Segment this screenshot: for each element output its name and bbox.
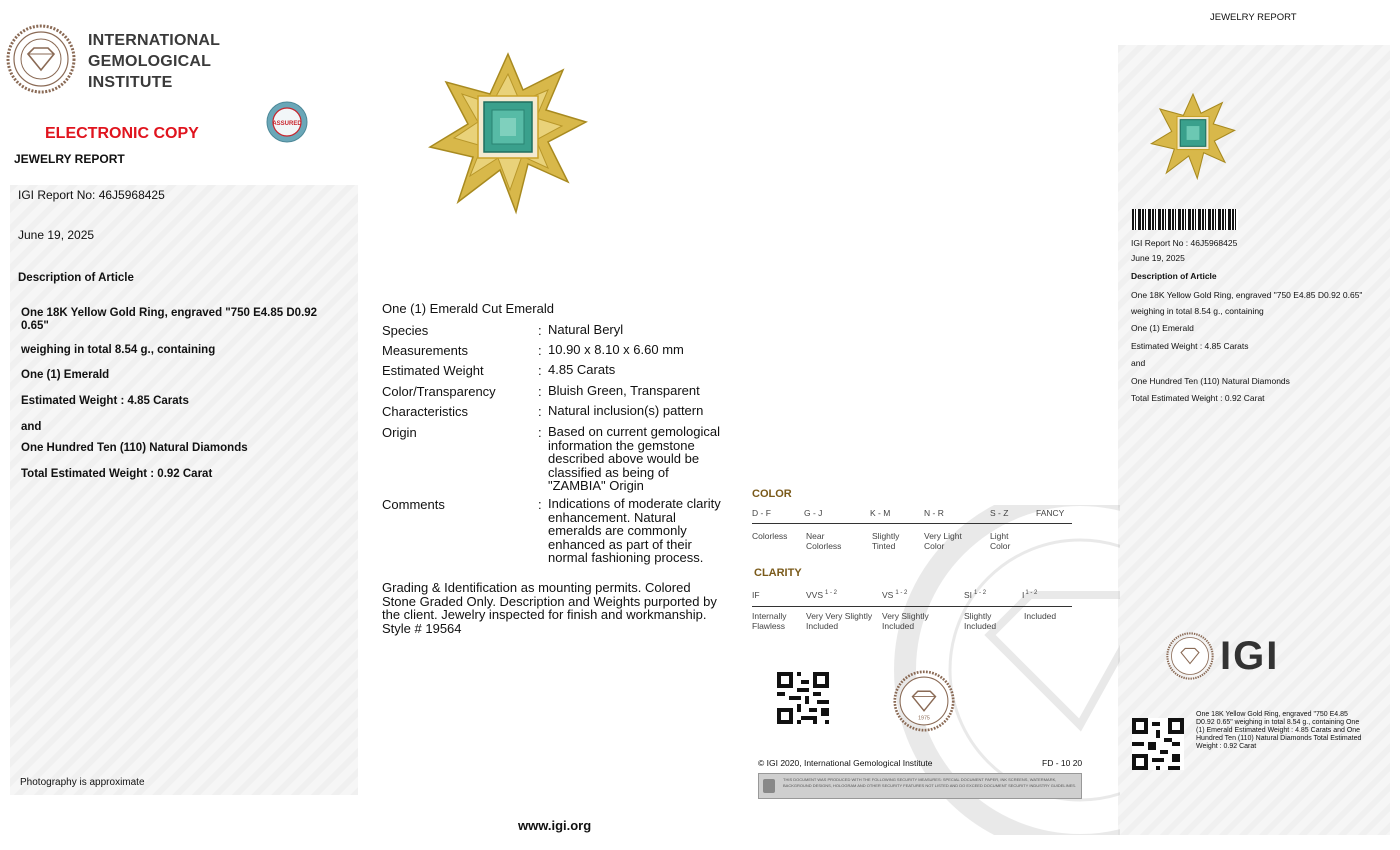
clarity-grade-label: VVS [806,590,824,600]
detail-row-characteristics [382,404,742,420]
detail-label: Measurements [382,343,468,358]
clarity-grade [1022,590,1037,600]
detail-label: Estimated Weight [382,363,484,378]
color-desc: Very Light Color [924,531,962,551]
qr-code[interactable] [777,672,829,724]
form-code: FD - 10 20 [1042,758,1083,768]
detail-label: Comments [382,497,445,512]
clarity-grade [752,590,760,600]
right-description-line: One 18K Yellow Gold Ring, engraved "750 E4.85 D0.92 0.65" [1131,290,1363,300]
right-bottom-summary: One 18K Yellow Gold Ring, engraved "750 E4.85 D0.92 0.65" weighing in total 8.54 g., containing One (1) Emerald Estimated Weight : 4.85 Carats and One Hundred Ten (110) Natural Diamonds Total Estimated Weight : 0.92 Carat [1196,711,1362,750]
stone-details [382,323,742,573]
clarity-grade-sup: 1 - 2 [1025,590,1038,597]
description-line: and [21,421,42,433]
svg-text:ASSURED: ASSURED [272,121,302,127]
clarity-desc: Very Very Slightly Included [806,611,873,631]
org-name-line1: INTERNATIONAL [88,32,221,49]
detail-value: Based on current gemological information the gemstone described above would be classified as being of "ZAMBIA" Origin [548,424,720,493]
org-name [88,30,220,93]
detail-value: Natural inclusion(s) pattern [548,403,704,418]
description-line: One 18K Yellow Gold Ring, engraved "750 E4.85 D0.92 0.65" [21,307,318,332]
description-line: weighing in total 8.54 g., containing [21,344,216,356]
detail-colon: : [538,343,542,358]
detail-label: Origin [382,425,417,440]
detail-value: Natural Beryl [548,322,624,337]
detail-label: Color/Transparency [382,384,496,399]
clarity-grade [806,590,837,600]
clarity-grade-sup: 1 - 2 [974,590,987,597]
detail-label: Species [382,323,429,338]
clarity-grade [882,590,907,600]
color-desc: Near Colorless [806,531,842,551]
website-link[interactable]: www.igi.org [518,818,592,833]
right-description-line: and [1131,358,1146,368]
stone-title: One (1) Emerald Cut Emerald [382,301,554,316]
barcode [1132,209,1238,230]
assured-badge-icon [266,101,308,143]
clarity-desc: Very Slightly Included [882,611,929,631]
clarity-grade-label: VS [882,590,894,600]
detail-row-origin [382,425,742,493]
detail-row-color [382,384,742,400]
clarity-grade-sup: 1 - 2 [825,590,838,597]
clarity-desc: Internally Flawless [752,611,787,631]
qr-code-right[interactable] [1132,718,1184,770]
lock-icon [763,779,775,793]
clarity-desc: Included [1024,611,1057,621]
color-scale-line [752,523,1072,524]
detail-colon: : [538,323,542,338]
detail-colon: : [538,404,542,419]
report-date: June 19, 2025 [18,228,95,242]
security-note: THIS DOCUMENT WAS PRODUCED WITH THE FOLLOWING SECURITY MEASURES: SPECIAL DOCUMENT PAPER, INK SCREENS, WATERMARK, BACKGROUND DESIGNS, HOLOGRAM AND OTHER SECURITY FEATURES NOT LISTED AND DO EXCEED DOCUMENT SECURITY INDUSTRY GUIDELINES. [783,777,1077,788]
color-scale [752,508,1074,556]
ring-thumbnail [1150,93,1236,181]
right-report-number: IGI Report No : 46J5968425 [1131,238,1238,248]
igi-seal-logo [6,24,76,94]
top-right-report-label: JEWELRY REPORT [1210,12,1297,23]
color-grade: S - Z [990,508,1009,518]
detail-row-weight [382,363,742,379]
color-desc: Light Color [990,531,1011,551]
org-name-line2: GEMOLOGICAL [88,53,212,70]
clarity-grade-sup: 1 - 2 [895,590,908,597]
svg-text:1975: 1975 [918,715,930,722]
detail-label: Characteristics [382,404,468,419]
clarity-scale-line [752,606,1072,607]
description-line: One Hundred Ten (110) Natural Diamonds [21,442,248,454]
color-desc: Colorless [752,531,788,541]
grading-note: Grading & Identification as mounting permits. Colored Stone Graded Only. Description and Weights purported by the client. Jewelry inspected for finish and workmanship. [382,580,717,622]
igi-logo-text: IGI [1220,634,1280,678]
color-desc: Slightly Tinted [872,531,900,551]
description-line: Estimated Weight : 4.85 Carats [21,395,189,407]
right-description-line: One (1) Emerald [1131,323,1194,333]
org-name-line3: INSTITUTE [88,74,173,91]
color-grade: FANCY [1036,508,1065,518]
detail-colon: : [538,384,542,399]
description-line: One (1) Emerald [21,369,110,381]
jewelry-report-title: JEWELRY REPORT [14,152,125,166]
security-strip [758,773,1082,799]
detail-colon: : [538,425,542,440]
clarity-grade [964,590,986,600]
electronic-copy-label: ELECTRONIC COPY [45,125,199,142]
color-grade: D - F [752,508,771,518]
detail-row-comments [382,497,742,567]
detail-colon: : [538,363,542,378]
color-grade: N - R [924,508,944,518]
clarity-grade-label: SI [964,590,973,600]
detail-row-species [382,323,742,339]
clarity-grade-label: I [1022,590,1025,600]
right-description-heading: Description of Article [1131,271,1217,281]
color-grade: K - M [870,508,891,518]
detail-value: Indications of moderate clarity enhancement. Natural emeralds are commonly enhanced as part of their normal fashioning process. [548,496,721,565]
right-description-line: weighing in total 8.54 g., containing [1131,306,1264,316]
detail-value: 4.85 Carats [548,362,616,377]
color-grade: G - J [804,508,823,518]
detail-value: 10.90 x 8.10 x 6.60 mm [548,342,684,357]
photography-note: Photography is approximate [20,777,145,788]
right-description-line: Total Estimated Weight : 0.92 Carat [1131,393,1265,403]
clarity-scale [752,588,1074,636]
ring-photo [428,52,588,217]
style-number: Style # 19564 [382,621,462,636]
detail-row-measurements [382,343,742,359]
igi-logo [1166,632,1296,682]
detail-colon: : [538,497,542,512]
clarity-scale-title: CLARITY [754,567,802,579]
description-line: Total Estimated Weight : 0.92 Carat [21,468,213,480]
detail-value: Bluish Green, Transparent [548,383,700,398]
description-heading: Description of Article [18,272,134,284]
igi-seal-icon [893,670,955,732]
clarity-grade-label: IF [752,590,760,600]
clarity-desc: Slightly Included [964,611,997,631]
report-number: IGI Report No: 46J5968425 [18,188,165,202]
right-description-line: Estimated Weight : 4.85 Carats [1131,341,1249,351]
right-report-date: June 19, 2025 [1131,253,1185,263]
color-scale-title: COLOR [752,488,792,500]
right-description-line: One Hundred Ten (110) Natural Diamonds [1131,376,1290,386]
copyright-note: © IGI 2020, International Gemological Institute [758,758,933,768]
